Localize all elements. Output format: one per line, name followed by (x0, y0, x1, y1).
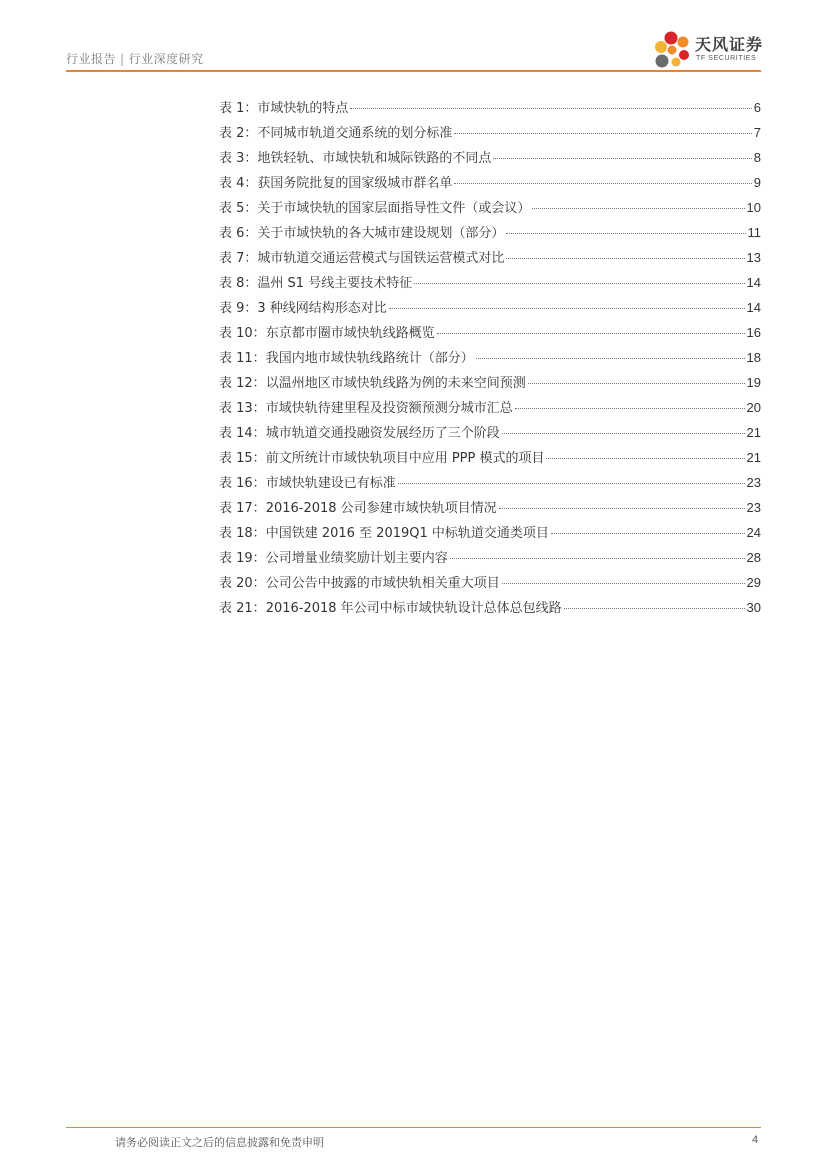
header-separator: | (120, 52, 125, 66)
toc-dot-leader (437, 333, 745, 334)
toc-dot-leader (506, 233, 745, 234)
toc-entry[interactable] (219, 322, 761, 347)
toc-entry-page: 18 (746, 350, 761, 365)
toc-entry-title: 前文所统计市域快轨项目中应用 PPP 模式的项目 (265, 451, 545, 466)
toc-entry-label: 表 21： (219, 601, 266, 616)
toc-entry-page: 10 (746, 200, 761, 215)
toc-dot-leader (454, 183, 751, 184)
toc-entry[interactable] (219, 197, 761, 222)
toc-entry-label: 表 14： (219, 426, 266, 441)
toc-entry-label: 表 6： (219, 226, 258, 241)
flower-logo-icon (650, 28, 694, 72)
toc-entry-label: 表 12： (219, 376, 266, 391)
toc-entry[interactable] (219, 397, 761, 422)
toc-entry-label: 表 20： (219, 576, 266, 591)
toc-entry-page: 23 (746, 475, 761, 490)
toc-entry-title: 市域快轨的特点 (257, 101, 349, 116)
toc-dot-leader (551, 533, 745, 534)
toc-entry[interactable] (219, 447, 761, 472)
toc-entry-page: 28 (746, 550, 761, 565)
toc-entry-page: 14 (746, 275, 761, 290)
report-category (66, 50, 204, 67)
toc-entry[interactable] (219, 522, 761, 547)
toc-entry-page: 29 (746, 575, 761, 590)
toc-entry[interactable] (219, 572, 761, 597)
toc-dot-leader (546, 458, 744, 459)
toc-entry[interactable] (219, 172, 761, 197)
toc-entry-title: 以温州地区市域快轨线路为例的未来空间预测 (265, 376, 526, 391)
toc-dot-leader (476, 358, 745, 359)
toc-entry-page: 20 (746, 400, 761, 415)
toc-entry-label: 表 2： (219, 126, 258, 141)
toc-entry[interactable] (219, 372, 761, 397)
toc-entry-label: 表 5： (219, 201, 258, 216)
toc-entry[interactable] (219, 97, 761, 122)
toc-dot-leader (350, 108, 751, 109)
toc-dot-leader (502, 583, 745, 584)
toc-entry-title: 中国铁建 2016 至 2019Q1 中标轨道交通类项目 (265, 526, 549, 541)
toc-dot-leader (502, 433, 745, 434)
toc-entry[interactable] (219, 272, 761, 297)
logo-name-en: TF SECURITIES (696, 55, 757, 62)
toc-entry[interactable] (219, 497, 761, 522)
toc-dot-leader (506, 258, 744, 259)
page-number: 4 (752, 1134, 759, 1146)
toc-dot-leader (414, 283, 744, 284)
logo-name-cn: 天风证券 (695, 35, 764, 54)
toc-entry[interactable] (219, 247, 761, 272)
report-subcategory-label: 行业深度研究 (128, 52, 204, 66)
toc-entry[interactable] (219, 422, 761, 447)
toc-dot-leader (515, 408, 745, 409)
toc-entry-label: 表 19： (219, 551, 266, 566)
toc-entry-title: 公司增量业绩奖励计划主要内容 (265, 551, 448, 566)
toc-entry-label: 表 16： (219, 476, 266, 491)
toc-entry[interactable] (219, 297, 761, 322)
toc-entry-label: 表 8： (219, 276, 258, 291)
toc-dot-leader (454, 133, 751, 134)
toc-dot-leader (389, 308, 745, 309)
toc-entry-label: 表 7： (219, 251, 258, 266)
toc-entry-label: 表 3： (219, 151, 258, 166)
toc-entry-page: 21 (746, 450, 761, 465)
toc-entry-title: 2016-2018 年公司中标市域快轨设计总体总包线路 (265, 601, 562, 616)
toc-entry-title: 城市轨道交通运营模式与国铁运营模式对比 (257, 251, 505, 266)
toc-entry-page: 8 (753, 150, 761, 165)
footer-divider (66, 1127, 761, 1128)
toc-entry-title: 温州 S1 号线主要技术特征 (257, 276, 413, 291)
toc-entry-page: 30 (746, 600, 761, 615)
toc-entry-page: 24 (746, 525, 761, 540)
toc-entry-title: 地铁轻轨、市域快轨和城际铁路的不同点 (257, 151, 492, 166)
toc-entry-title: 关于市域快轨的国家层面指导性文件（或会议） (257, 201, 531, 216)
toc-entry-page: 16 (746, 325, 761, 340)
toc-dot-leader (493, 158, 751, 159)
footer-disclaimer: 请务必阅读正文之后的信息披露和免责申明 (115, 1136, 324, 1149)
toc-entry-title: 我国内地市域快轨线路统计（部分） (265, 351, 474, 366)
toc-entry[interactable] (219, 122, 761, 147)
toc-entry-title: 3 种线网结构形态对比 (257, 301, 387, 316)
toc-entry-page: 13 (746, 250, 761, 265)
toc-entry-title: 公司公告中披露的市域快轨相关重大项目 (265, 576, 500, 591)
toc-entry-label: 表 18： (219, 526, 266, 541)
toc-entry-label: 表 1： (219, 101, 258, 116)
toc-entry-label: 表 4： (219, 176, 258, 191)
toc-entry-page: 21 (746, 425, 761, 440)
toc-entry-title: 市域快轨待建里程及投资额预测分城市汇总 (265, 401, 513, 416)
toc-entry-title: 获国务院批复的国家级城市群名单 (257, 176, 453, 191)
toc-entry[interactable] (219, 472, 761, 497)
toc-entry-page: 7 (753, 125, 761, 140)
toc-entry-label: 表 10： (219, 326, 266, 341)
toc-entry-label: 表 11： (219, 351, 266, 366)
toc-entry[interactable] (219, 547, 761, 572)
toc-entry-page: 23 (746, 500, 761, 515)
toc-entry-page: 14 (746, 300, 761, 315)
toc-dot-leader (528, 383, 745, 384)
toc-entry-label: 表 9： (219, 301, 258, 316)
toc-entry-page: 19 (746, 375, 761, 390)
toc-dot-leader (499, 508, 745, 509)
toc-dot-leader (532, 208, 744, 209)
toc-entry-page: 9 (753, 175, 761, 190)
company-logo (650, 28, 762, 72)
toc-dot-leader (398, 483, 745, 484)
toc-dot-leader (450, 558, 745, 559)
toc-entry-title: 关于市域快轨的各大城市建设规划（部分） (257, 226, 505, 241)
toc-entry-title: 东京都市圈市域快轨线路概览 (265, 326, 435, 341)
report-category-label: 行业报告 (66, 52, 117, 66)
toc-dot-leader (564, 608, 745, 609)
toc-entry[interactable] (219, 147, 761, 172)
header-divider (66, 70, 761, 72)
table-of-tables (219, 97, 761, 622)
toc-entry-title: 市域快轨建设已有标准 (265, 476, 396, 491)
toc-entry-page: 11 (747, 225, 761, 240)
toc-entry-title: 城市轨道交通投融资发展经历了三个阶段 (265, 426, 500, 441)
toc-entry[interactable] (219, 347, 761, 372)
toc-entry[interactable] (219, 222, 761, 247)
toc-entry-label: 表 17： (219, 501, 266, 516)
toc-entry[interactable] (219, 597, 761, 622)
toc-entry-page: 6 (753, 100, 761, 115)
toc-entry-title: 不同城市轨道交通系统的划分标准 (257, 126, 453, 141)
toc-entry-label: 表 13： (219, 401, 266, 416)
toc-entry-label: 表 15： (219, 451, 266, 466)
toc-entry-title: 2016-2018 公司参建市域快轨项目情况 (265, 501, 497, 516)
